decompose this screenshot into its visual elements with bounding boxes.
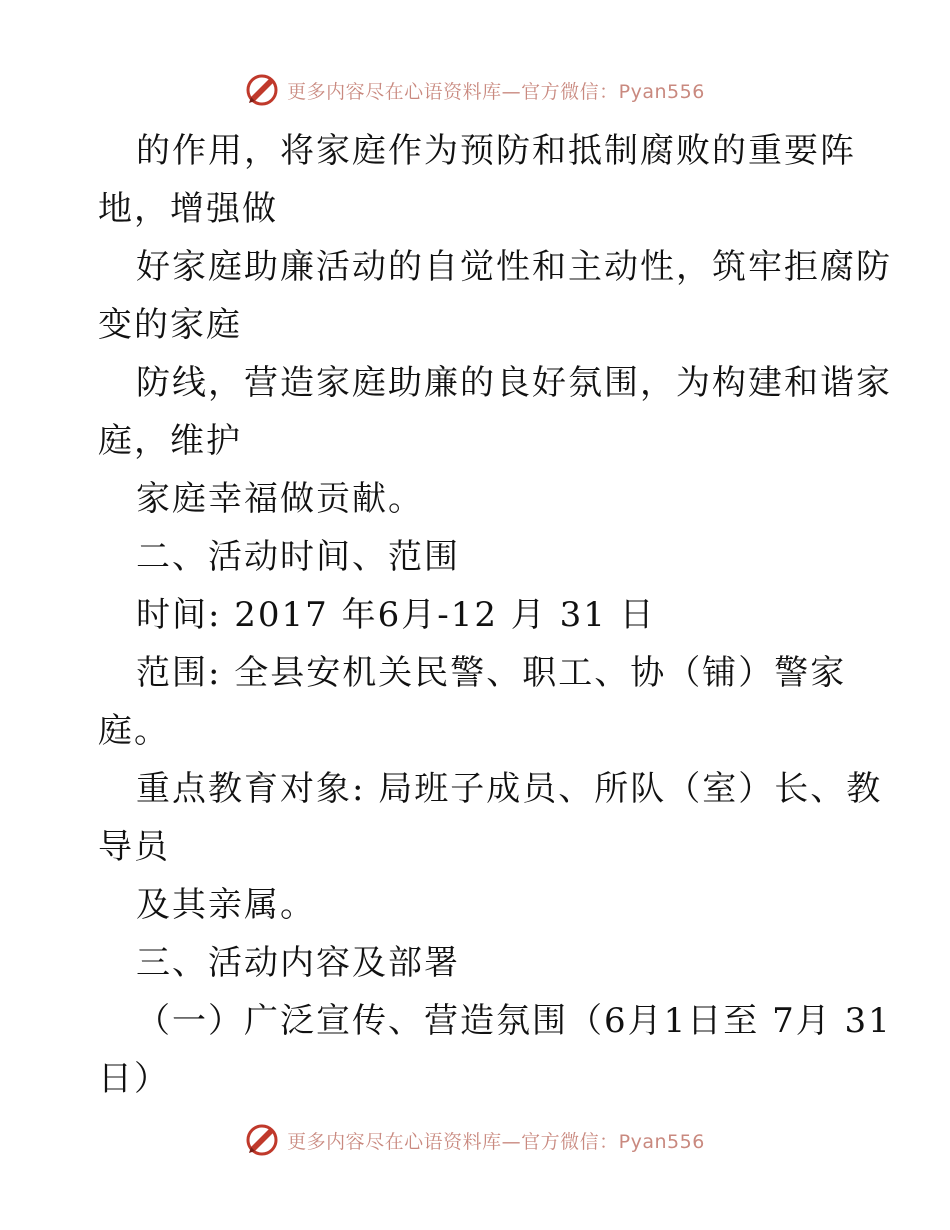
paragraph: 重点教育对象: 局班子成员、所队（室）长、教 导员 [98,769,883,867]
paragraph: 好家庭助廉活动的自觉性和主动性，筑牢拒腐防 变的家庭 [98,247,892,345]
section-heading: 二、活动时间、范围 [136,537,460,577]
watermark-text: 更多内容尽在心语资料库—官方微信：Pyan556 [287,80,705,103]
paragraph: 时间: 2017 年6月-12 月 31 日 [136,595,656,635]
paragraph: 的作用，将家庭作为预防和抵制腐败的重要阵 地，增强做 [98,131,856,229]
paragraph: 家庭幸福做贡献。 [136,479,424,519]
watermark-banner-top [0,70,950,110]
section-heading: 三、活动内容及部署 [136,943,460,983]
pen-logo-icon [245,1123,279,1157]
watermark-banner-bottom [0,1120,950,1160]
paragraph: 范围: 全县安机关民警、职工、协（铺）警家 庭。 [98,653,847,751]
paragraph: 及其亲属。 [136,885,316,925]
watermark-text: 更多内容尽在心语资料库—官方微信：Pyan556 [287,1130,705,1153]
subsection-heading: （一）广泛宣传、营造氛围（6月1日至 7月 31 日） [98,1001,892,1099]
document-body [98,122,892,1108]
paragraph: 防线，营造家庭助廉的良好氛围，为构建和谐家 庭，维护 [98,363,892,461]
pen-logo-icon [245,73,279,107]
